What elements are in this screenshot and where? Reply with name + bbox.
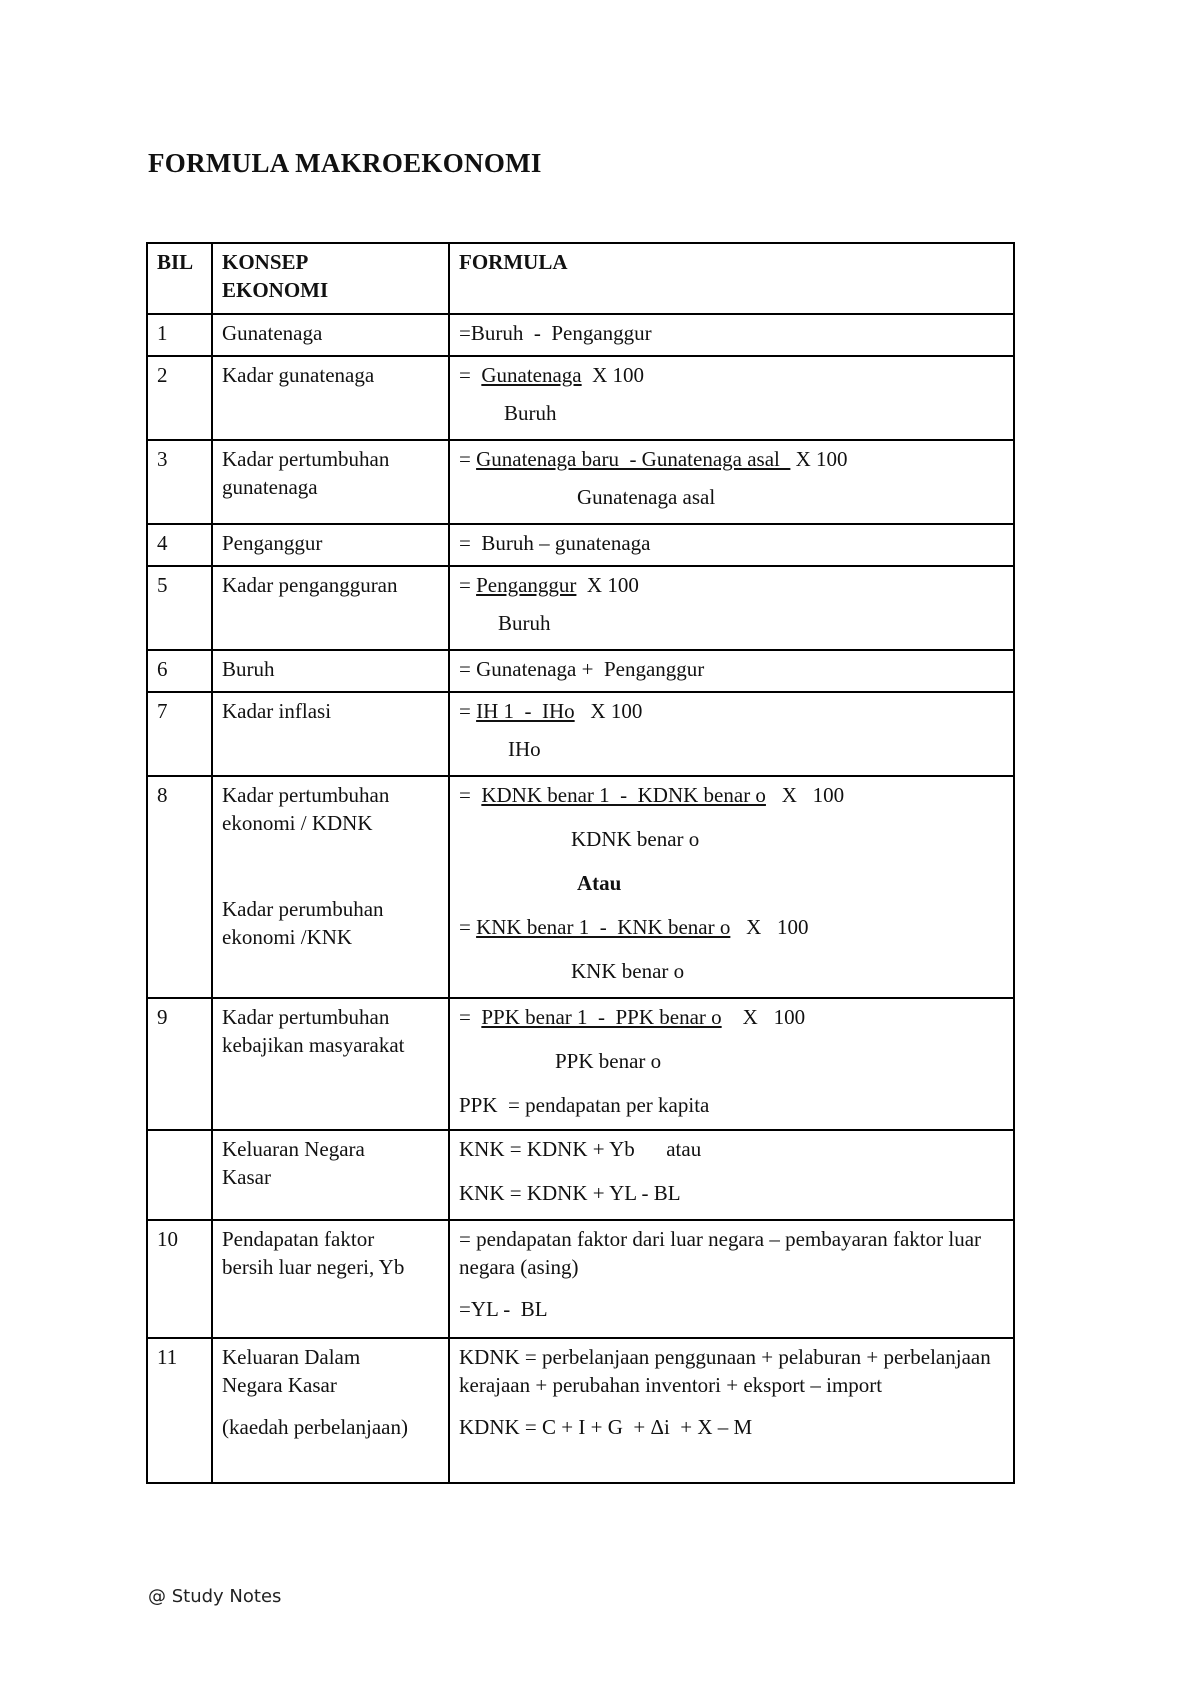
formula-multiplier: X 100 (576, 573, 639, 597)
row-konsep: Kadar inflasi (212, 692, 449, 776)
row-bil: 4 (147, 524, 212, 566)
table-row (147, 692, 1014, 776)
formula-prefix: = (459, 783, 482, 807)
konsep-line2: gunatenaga (222, 475, 318, 499)
konsep-line1: Keluaran Dalam (222, 1345, 361, 1369)
formula-numerator: Penganggur (476, 573, 577, 597)
row-formula (449, 1220, 1014, 1338)
header-konsep-line1: KONSEP (222, 250, 309, 274)
formula-numerator: Gunatenaga baru - Gunatenaga asal (476, 447, 791, 471)
row-bil: 8 (147, 776, 212, 998)
formula-table (146, 242, 1015, 1484)
formula-multiplier: X 100 (730, 915, 809, 939)
row-formula (449, 776, 1014, 998)
formula-denominator: KDNK benar o (571, 827, 700, 851)
row-formula (449, 1338, 1014, 1483)
table-row (147, 1338, 1014, 1483)
table-row (147, 440, 1014, 524)
formula-denominator: Buruh (498, 611, 551, 635)
formula-prefix: = (459, 1005, 482, 1029)
row-konsep (212, 1338, 449, 1483)
formula-prefix: = (459, 915, 477, 939)
formula-denominator: IHo (508, 737, 541, 761)
row-konsep (212, 998, 449, 1130)
row-formula (449, 998, 1014, 1130)
formula-text: KNK = KDNK + Yb atau (459, 1137, 702, 1161)
row-konsep: Penganggur (212, 524, 449, 566)
formula-multiplier: X 100 (581, 363, 645, 387)
formula-denominator: Gunatenaga asal (577, 485, 716, 509)
formula-prefix: = (459, 699, 477, 723)
table-row (147, 1220, 1014, 1338)
formula-numerator: KDNK benar 1 - KDNK benar o (481, 783, 766, 807)
table-row (147, 524, 1014, 566)
formula-prefix: = (459, 447, 477, 471)
table-header-row (147, 243, 1014, 314)
table-row (147, 998, 1014, 1130)
formula-multiplier: X 100 (721, 1005, 806, 1029)
formula-prefix: = (459, 363, 482, 387)
formula-numerator: Gunatenaga (481, 363, 582, 387)
formula-text-alt: =YL - BL (459, 1297, 548, 1321)
table-row (147, 566, 1014, 650)
row-konsep (212, 776, 449, 998)
formula-text: =Buruh - Penganggur (459, 321, 652, 345)
formula-note: PPK = pendapatan per kapita (459, 1093, 710, 1117)
table-row (147, 776, 1014, 998)
row-formula (449, 314, 1014, 356)
row-formula (449, 692, 1014, 776)
row-bil: 9 (147, 998, 212, 1130)
header-konsep (212, 243, 449, 314)
konsep-line4: ekonomi /KNK (222, 925, 353, 949)
formula-text: = Buruh – gunatenaga (459, 531, 651, 555)
table-row (147, 314, 1014, 356)
header-formula: FORMULA (449, 243, 1014, 314)
konsep-line1: Pendapatan faktor (222, 1227, 375, 1251)
formula-text-alt: KDNK = C + I + G + Δi + X – M (459, 1415, 753, 1439)
row-bil: 5 (147, 566, 212, 650)
formula-numerator: KNK benar 1 - KNK benar o (476, 915, 731, 939)
row-formula (449, 650, 1014, 692)
formula-text: KDNK = perbelanjaan penggunaan + pelaburan + perbelanjaan kerajaan + perubahan inventori + eksport – import (459, 1345, 991, 1397)
header-bil: BIL (147, 243, 212, 314)
row-konsep: Buruh (212, 650, 449, 692)
row-konsep: Kadar pengangguran (212, 566, 449, 650)
formula-text-alt: KNK = KDNK + YL - BL (459, 1181, 681, 1205)
row-formula (449, 1130, 1014, 1220)
row-formula (449, 356, 1014, 440)
konsep-line3: (kaedah perbelanjaan) (222, 1415, 408, 1439)
konsep-line1: Kadar pertumbuhan (222, 783, 390, 807)
row-formula (449, 566, 1014, 650)
konsep-line2: bersih luar negeri, Yb (222, 1255, 405, 1279)
konsep-line2: kebajikan masyarakat (222, 1033, 405, 1057)
row-bil (147, 1130, 212, 1220)
formula-denominator: Buruh (504, 401, 557, 425)
konsep-line2: Kasar (222, 1165, 271, 1189)
formula-multiplier: X 100 (790, 447, 848, 471)
konsep-line3: Kadar perumbuhan (222, 897, 384, 921)
row-formula (449, 524, 1014, 566)
konsep-line1: Kadar pertumbuhan (222, 1005, 390, 1029)
row-bil: 10 (147, 1220, 212, 1338)
formula-text: = Gunatenaga + Penganggur (459, 657, 705, 681)
formula-numerator: IH 1 - IHo (476, 699, 575, 723)
table-row (147, 650, 1014, 692)
row-konsep: Gunatenaga (212, 314, 449, 356)
formula-prefix: = (459, 573, 477, 597)
row-formula (449, 440, 1014, 524)
table-row (147, 1130, 1014, 1220)
formula-denominator: PPK benar o (555, 1049, 662, 1073)
table-row (147, 356, 1014, 440)
row-bil: 6 (147, 650, 212, 692)
formula-multiplier: X 100 (574, 699, 643, 723)
atau-label: Atau (577, 871, 622, 895)
row-bil: 1 (147, 314, 212, 356)
row-konsep (212, 1130, 449, 1220)
row-bil: 11 (147, 1338, 212, 1483)
formula-numerator: PPK benar 1 - PPK benar o (481, 1005, 722, 1029)
formula-text: = pendapatan faktor dari luar negara – pembayaran faktor luar negara (asing) (459, 1227, 982, 1279)
footer-credit: @ Study Notes (148, 1586, 282, 1607)
row-konsep (212, 440, 449, 524)
row-konsep (212, 1220, 449, 1338)
konsep-line2: ekonomi / KDNK (222, 811, 373, 835)
konsep-line2: Negara Kasar (222, 1373, 337, 1397)
konsep-line1: Kadar pertumbuhan (222, 447, 390, 471)
row-konsep: Kadar gunatenaga (212, 356, 449, 440)
header-konsep-line2: EKONOMI (222, 278, 329, 302)
row-bil: 7 (147, 692, 212, 776)
formula-denominator: KNK benar o (571, 959, 685, 983)
formula-multiplier: X 100 (765, 783, 845, 807)
konsep-line1: Keluaran Negara (222, 1137, 365, 1161)
row-bil: 2 (147, 356, 212, 440)
document-title: FORMULA MAKROEKONOMI (148, 148, 542, 178)
row-bil: 3 (147, 440, 212, 524)
